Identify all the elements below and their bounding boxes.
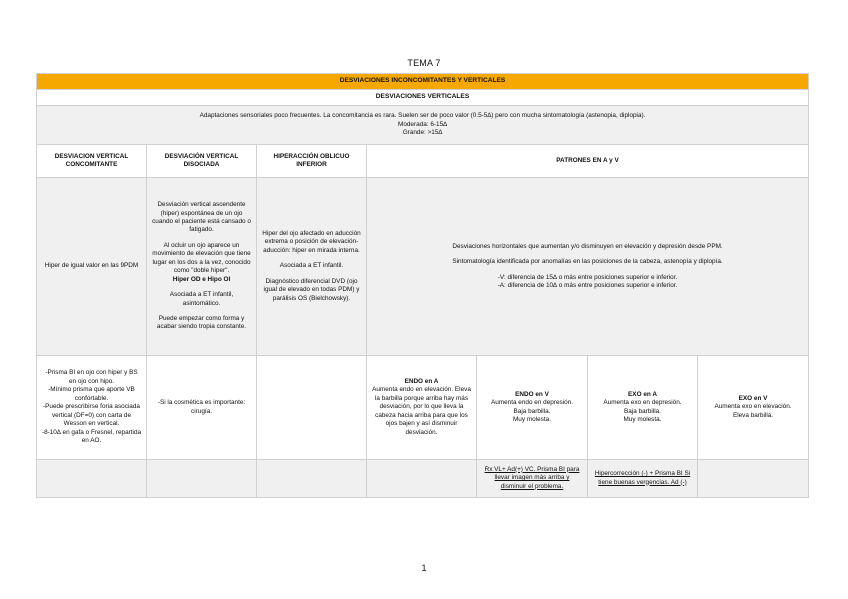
intro-large: Grande: >15∆ bbox=[402, 129, 443, 137]
treatment-row bbox=[37, 356, 809, 460]
patterns-text-1: Desviaciones horizontales que aumentan y/o disminuyen en elevación y depresión desde PPM. bbox=[452, 242, 723, 250]
dvd-text-4: Asociada a ET infantil, asintomático. bbox=[169, 291, 234, 307]
exo-v-line-2: Eleva barbilla. bbox=[732, 411, 774, 419]
dvd-text-5: Puede empezar como forma y acabar siendo tropia constante. bbox=[156, 315, 247, 331]
sub-header: DESVIACIONES VERTICALES bbox=[37, 90, 809, 106]
treatment-line-1: -Prisma BI en ojo con hiper y BS en ojo con hipo. bbox=[45, 369, 138, 385]
page-number: 1 bbox=[421, 563, 427, 573]
dvd-text-2: Al ocluir un ojo aparece un movimiento de elevación que tiene lugar en los dos a la vez, conocido como "doble hiper". bbox=[152, 241, 251, 275]
prescription-row bbox=[37, 460, 809, 498]
exo-a-cell bbox=[588, 356, 698, 460]
dvd-text-1: Desviación vertical ascendente (hiper) espontánea de un ojo cuando el paciente está cansado o fatigado. bbox=[152, 201, 251, 234]
intro-row bbox=[37, 106, 809, 145]
endo-a-title: ENDO en A bbox=[404, 377, 439, 385]
endo-v-line-2: Baja barbilla. bbox=[513, 407, 551, 415]
endo-v-line-3: Muy molesta. bbox=[512, 415, 551, 423]
exo-v-title: EXO en V bbox=[738, 394, 768, 402]
exo-a-prescription: Hipercorrección (-) + Prisma BI Si tiene buenas vergencias. Ad (-) bbox=[588, 460, 698, 498]
endo-a-cell bbox=[367, 356, 477, 460]
oi-text-1: Hiper del ojo afectado en aducción extrema o posición de elevación-aducción: hiper en mirada interna. bbox=[262, 229, 361, 254]
intro-moderate: Moderada: 6-15∆ bbox=[398, 120, 448, 128]
description-row bbox=[37, 178, 809, 356]
header-dissociated: DESVIACIÓN VERTICAL DISOCIADA bbox=[147, 145, 257, 178]
deviations-table bbox=[36, 73, 809, 498]
main-header: DESVIACIONES INCONCOMITANTES Y VERTICALES bbox=[37, 74, 809, 90]
page-title: TEMA 7 bbox=[407, 58, 441, 68]
exo-v-cell bbox=[698, 356, 809, 460]
patterns-text-2: Sintomatología identificada por anomalías en las posiciones de la cabeza, astenopía y diplopía. bbox=[452, 258, 723, 266]
sub-header-row bbox=[37, 90, 809, 106]
empty-cell bbox=[698, 460, 809, 498]
exo-a-line-2: Baja barbilla. bbox=[624, 407, 661, 415]
dissociated-description bbox=[147, 178, 257, 356]
endo-v-prescription: Rx VL+ Ad(+) VC. Prisma BI para llevar imagen más arriba y disminuir el problema. bbox=[477, 460, 588, 498]
treatment-line-3: -Puede prescribirse foria asociada vertical (DF=0) con carta de Wesson en vertical. bbox=[43, 403, 140, 428]
endo-v-line-1: Aumenta endo en depresión. bbox=[490, 399, 574, 407]
intro-cell bbox=[37, 106, 809, 145]
patterns-text-4: -A: diferencia de 10∆ o más entre posiciones superior e inferior. bbox=[497, 281, 678, 289]
patterns-description bbox=[367, 178, 809, 356]
empty-cell bbox=[147, 460, 257, 498]
exo-a-title: EXO en A bbox=[628, 390, 657, 398]
empty-cell bbox=[257, 460, 367, 498]
empty-cell bbox=[37, 460, 147, 498]
oi-text-3: Diagnóstico diferencial DVD (ojo igual de elevado en todas PDM) y parálisis OS (Bielchowsky). bbox=[263, 277, 360, 302]
header-concomitant: DESVIACION VERTICAL CONCOMITANTE bbox=[37, 145, 147, 178]
endo-a-text: Aumenta endo en elevación. Eleva la barbilla porque arriba hay más desviación, por lo que lleva la cabeza hacia arriba para que los ojos bajen y así disminuir desviación. bbox=[372, 386, 471, 436]
treatment-line-2: -Mínimo prisma que aporte VB confortable. bbox=[48, 386, 135, 402]
intro-line: Adaptaciones sensoriales poco frecuentes. La concomitancia es rara. Suelen ser de poco valor (0.5-5∆) pero con mucha sintomatología (astenopia, diplopia). bbox=[199, 112, 646, 120]
header-inferior-oblique: HIPERACCIÓN OBLICUO INFERIOR bbox=[257, 145, 367, 178]
main-header-row bbox=[37, 74, 809, 90]
endo-v-cell bbox=[477, 356, 588, 460]
concomitant-description: Hiper de igual valor en las 9PDM bbox=[37, 178, 147, 356]
empty-cell bbox=[367, 460, 477, 498]
treatment-line-4: -8-10∆ en gafa o Fresnel, repartida en AO. bbox=[41, 428, 142, 445]
inferior-oblique-description bbox=[257, 178, 367, 356]
concomitant-treatment bbox=[37, 356, 147, 460]
dissociated-treatment: -Si la cosmética es importante: cirugía. bbox=[147, 356, 257, 460]
patterns-text-3: -V: diferencia de 15∆ o más entre posiciones superior e inferior. bbox=[497, 273, 678, 281]
endo-v-title: ENDO en V bbox=[515, 390, 549, 398]
exo-a-line-1: Aumenta exo en depresión. bbox=[603, 399, 682, 407]
exo-v-line-1: Aumenta exo en elevación. bbox=[714, 403, 792, 411]
dvd-text-3: Hiper OD e Hipo OI bbox=[172, 275, 231, 283]
column-header-row bbox=[37, 145, 809, 178]
header-a-v-patterns: PATRONES EN A y V bbox=[367, 145, 809, 178]
inferior-oblique-treatment bbox=[257, 356, 367, 460]
oi-text-2: Asociada a ET infantil. bbox=[279, 262, 344, 270]
exo-a-line-3: Muy molesta. bbox=[623, 415, 662, 423]
